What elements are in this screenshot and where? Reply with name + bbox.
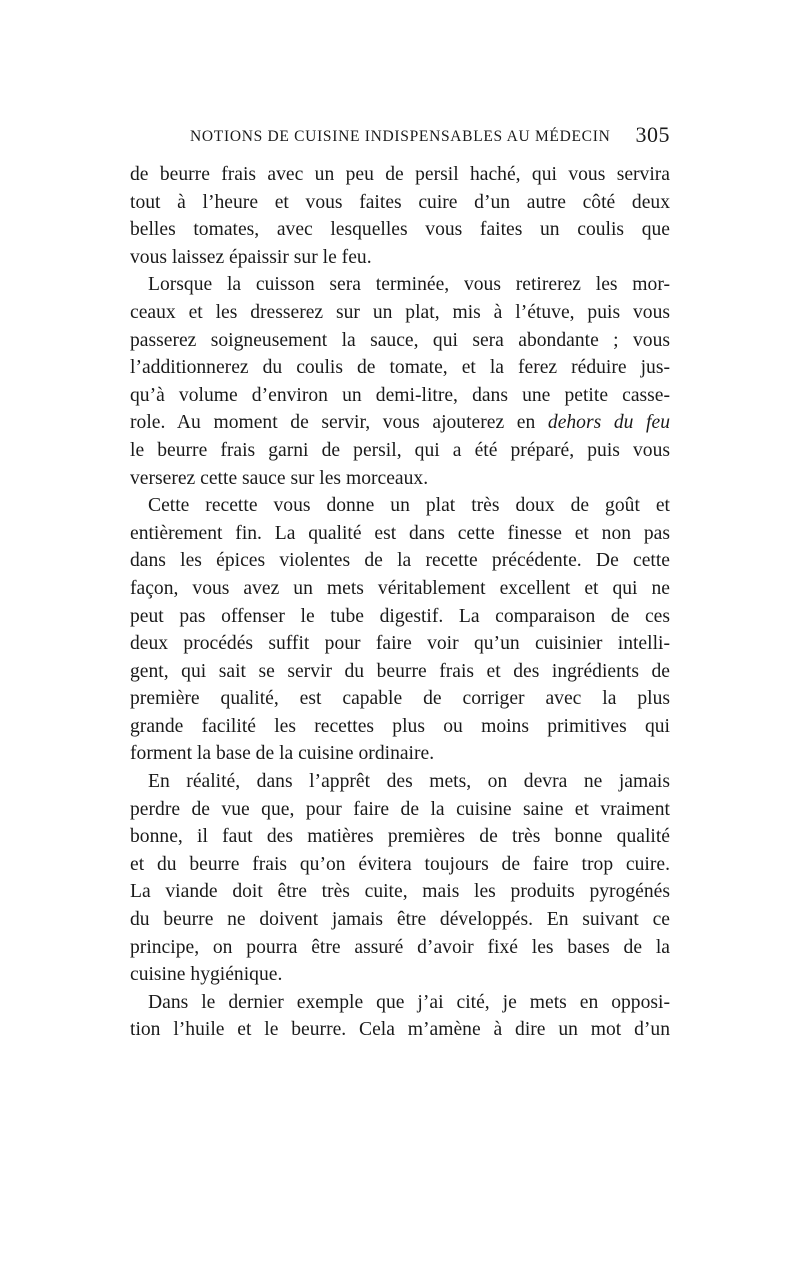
text-line: grande facilité les recettes plus ou moins primitives qui xyxy=(130,715,670,737)
text-line-with-italic xyxy=(130,409,670,437)
text-line: En réalité, dans l’apprêt des mets, on devra ne jamais xyxy=(148,771,670,793)
text-line: qu’à volume d’environ un demi-litre, dans une petite casse- xyxy=(130,384,670,406)
text-line: entièrement fin. La qualité est dans cette finesse et non pas xyxy=(130,522,670,544)
text-line: du beurre ne doivent jamais être développés. En suivant ce xyxy=(130,909,670,931)
text-line: belles tomates, avec lesquelles vous faites un coulis que xyxy=(130,219,670,241)
text-line: gent, qui sait se servir du beurre frais et des ingrédients de xyxy=(130,660,670,682)
text-line: ceaux et les dresserez sur un plat, mis à l’étuve, puis vous xyxy=(130,301,670,323)
text-line: La viande doit être très cuite, mais les produits pyrogénés xyxy=(130,881,670,903)
text-line: vous laissez épaissir sur le feu. xyxy=(130,246,372,268)
page-number: 305 xyxy=(635,122,670,147)
text-line: perdre de vue que, pour faire de la cuisine saine et vraiment xyxy=(130,798,670,820)
text-line: deux procédés suffit pour faire voir qu’un cuisinier intelli- xyxy=(130,633,670,655)
text-line: tion l’huile et le beurre. Cela m’amène à dire un mot d’un xyxy=(130,1019,670,1041)
italic-phrase: dehors du feu xyxy=(547,412,670,434)
body-text xyxy=(130,161,670,1044)
running-title: NOTIONS DE CUISINE INDISPENSABLES AU MÉDECIN xyxy=(190,128,611,145)
text-run: role. Au moment de servir, vous ajouterez en xyxy=(130,412,548,434)
text-line: l’additionnerez du coulis de tomate, et la ferez réduire jus- xyxy=(130,357,670,379)
text-line: verserez cette sauce sur les morceaux. xyxy=(130,467,429,489)
text-line: peut pas offenser le tube digestif. La comparaison de ces xyxy=(130,605,670,627)
text-line: tout à l’heure et vous faites cuire d’un autre côté deux xyxy=(130,191,670,213)
text-line: cuisine hygiénique. xyxy=(130,964,283,986)
text-line: de beurre frais avec un peu de persil haché, qui vous servira xyxy=(130,164,670,185)
text-line: et du beurre frais qu’on évitera toujours de faire trop cuire. xyxy=(130,853,670,875)
text-line: façon, vous avez un mets véritablement excellent et qui ne xyxy=(130,577,670,599)
text-line: Dans le dernier exemple que j’ai cité, je mets en opposi- xyxy=(148,991,670,1013)
text-line: le beurre frais garni de persil, qui a été préparé, puis vous xyxy=(130,439,670,461)
text-line: principe, on pourra être assuré d’avoir fixé les bases de la xyxy=(130,936,670,958)
text-line: Lorsque la cuisson sera terminée, vous retirerez les mor- xyxy=(148,274,670,296)
text-line: passerez soigneusement la sauce, qui sera abondante ; vous xyxy=(130,329,670,351)
text-line: forment la base de la cuisine ordinaire. xyxy=(130,743,435,765)
text-line: dans les épices violentes de la recette précédente. De cette xyxy=(130,550,670,572)
text-line: première qualité, est capable de corriger avec la plus xyxy=(130,688,670,710)
page-header xyxy=(130,122,670,152)
text-line: bonne, il faut des matières premières de très bonne qualité xyxy=(130,826,670,848)
text-line: Cette recette vous donne un plat très doux de goût et xyxy=(148,495,670,517)
